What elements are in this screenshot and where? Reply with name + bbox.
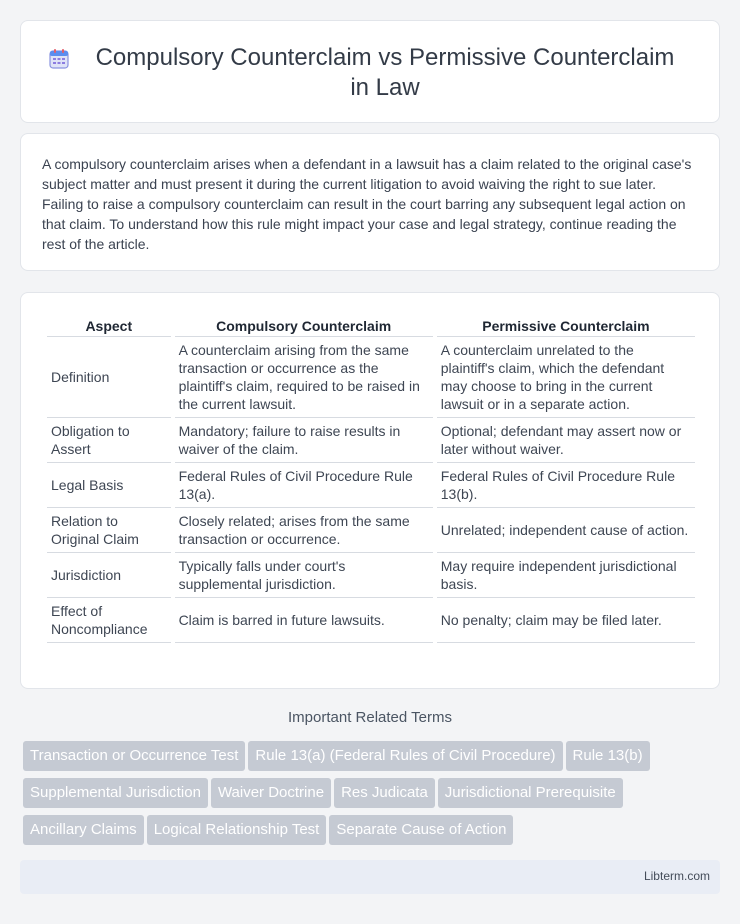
table-row [47, 598, 695, 643]
header-aspect: Aspect [47, 315, 171, 337]
row-permissive: No penalty; claim may be filed later. [437, 598, 695, 643]
row-permissive: Unrelated; independent cause of action. [437, 508, 695, 553]
table-row [47, 418, 695, 463]
row-compulsory: Federal Rules of Civil Procedure Rule 13(a). [175, 463, 433, 508]
related-term-tag[interactable]: Separate Cause of Action [329, 815, 513, 845]
related-term-tag[interactable]: Ancillary Claims [23, 815, 144, 845]
related-term-tag[interactable]: Rule 13(b) [566, 741, 650, 771]
row-compulsory: Closely related; arises from the same transaction or occurrence. [175, 508, 433, 553]
row-aspect: Definition [47, 337, 171, 418]
header-permissive: Permissive Counterclaim [437, 315, 695, 337]
row-aspect: Legal Basis [47, 463, 171, 508]
row-permissive: A counterclaim unrelated to the plaintiff's claim, which the defendant may choose to bring in the current lawsuit or in a separate action. [437, 337, 695, 418]
page-title: Compulsory Counterclaim vs Permissive Counterclaim in Law [95, 44, 675, 101]
comparison-table [43, 315, 699, 643]
table-row [47, 337, 695, 418]
related-term-tag[interactable]: Rule 13(a) (Federal Rules of Civil Procedure) [248, 741, 562, 771]
row-permissive: Federal Rules of Civil Procedure Rule 13(b). [437, 463, 695, 508]
table-row [47, 553, 695, 598]
footer-site-link[interactable]: Libterm.com [643, 869, 710, 883]
row-aspect: Obligation to Assert [47, 418, 171, 463]
related-term-tag[interactable]: Supplemental Jurisdiction [23, 778, 208, 808]
row-aspect: Relation to Original Claim [47, 508, 171, 553]
row-permissive: May require independent jurisdictional basis. [437, 553, 695, 598]
related-terms-heading: Important Related Terms [288, 709, 452, 726]
row-compulsory: A counterclaim arising from the same transaction or occurrence as the plaintiff's claim, required to be raised in the current lawsuit. [175, 337, 433, 418]
table-row [47, 463, 695, 508]
table-row [47, 508, 695, 553]
related-term-tag[interactable]: Logical Relationship Test [147, 815, 327, 845]
related-terms-list [23, 741, 723, 852]
intro-paragraph: A compulsory counterclaim arises when a defendant in a lawsuit has a claim related to the original case's subject matter and must present it during the current litigation to avoid waiving the right to sue later. Failing to raise a compulsory counterclaim can result in the court barring any subsequent legal action on that claim. To understand how this rule might impact your case and legal strategy, continue reading the rest of the article. [42, 156, 692, 252]
header-compulsory: Compulsory Counterclaim [175, 315, 433, 337]
row-compulsory: Mandatory; failure to raise results in waiver of the claim. [175, 418, 433, 463]
related-term-tag[interactable]: Transaction or Occurrence Test [23, 741, 245, 771]
intro-card [20, 133, 720, 271]
related-term-tag[interactable]: Jurisdictional Prerequisite [438, 778, 623, 808]
row-permissive: Optional; defendant may assert now or later without waiver. [437, 418, 695, 463]
row-compulsory: Claim is barred in future lawsuits. [175, 598, 433, 643]
footer [20, 860, 720, 894]
row-compulsory: Typically falls under court's supplemental jurisdiction. [175, 553, 433, 598]
related-term-tag[interactable]: Res Judicata [334, 778, 435, 808]
table-header-row [47, 315, 695, 337]
row-aspect: Effect of Noncompliance [47, 598, 171, 643]
title-card [20, 20, 720, 123]
related-term-tag[interactable]: Waiver Doctrine [211, 778, 331, 808]
comparison-card [20, 292, 720, 689]
row-aspect: Jurisdiction [47, 553, 171, 598]
